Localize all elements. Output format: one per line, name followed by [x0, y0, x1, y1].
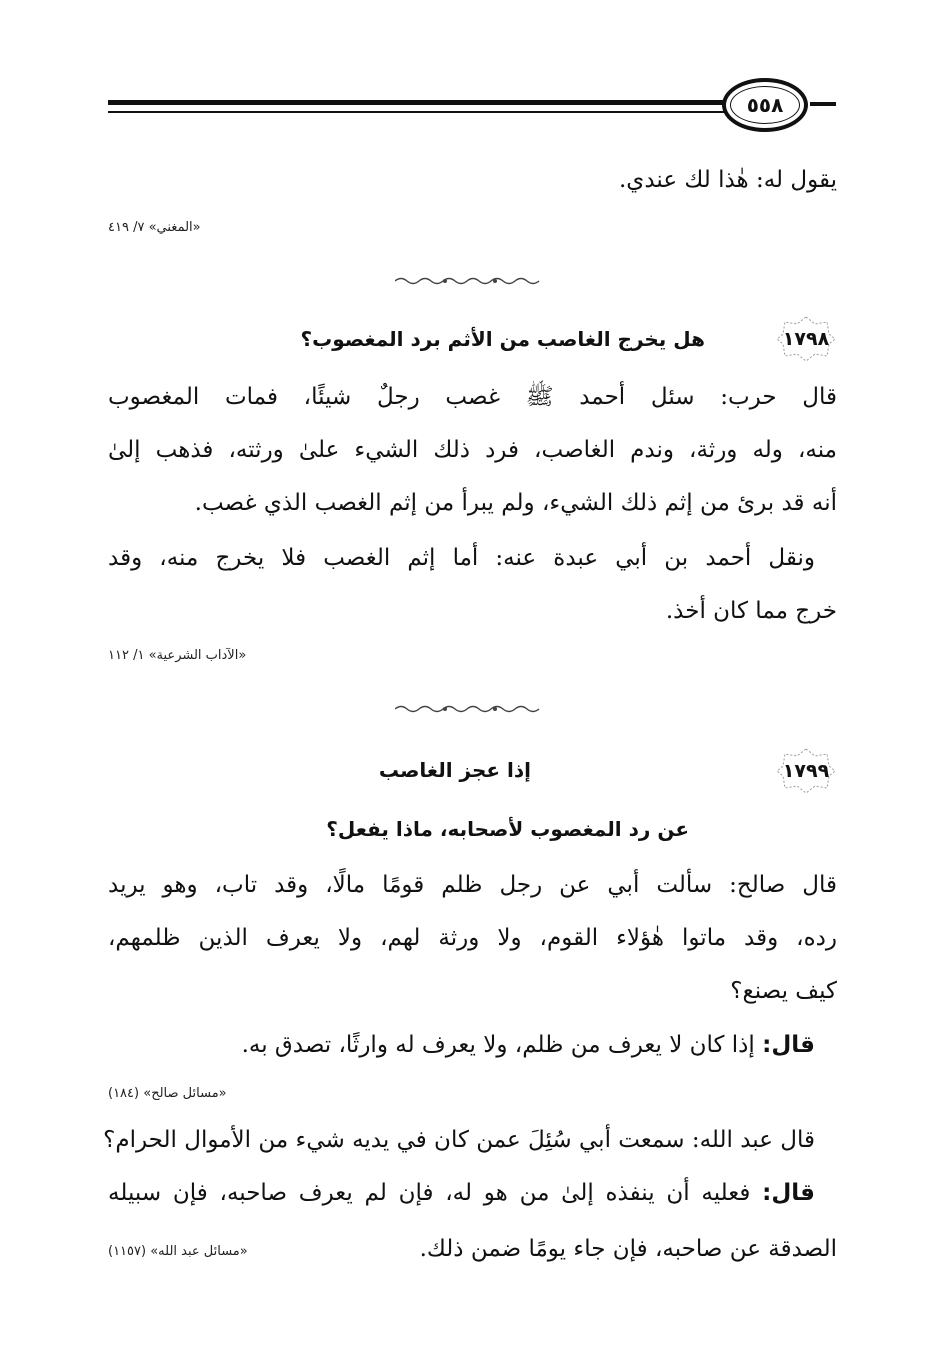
entry-number-badge	[775, 746, 837, 796]
paragraph-line: الصدقة عن صاحبه، فإن جاء يومًا ضمن ذلك.	[419, 1236, 837, 1262]
paragraph-line: قال عبد الله: سمعت أبي سُئِلَ عمن كان في يديه شيء من الأموال الحرام؟	[103, 1127, 815, 1153]
answer-text: إذا كان لا يعرف من ظلم، ولا يعرف له وارثًا، تصدق به.	[241, 1032, 755, 1058]
header-rule-thin	[108, 111, 726, 113]
page-number	[722, 78, 808, 132]
source-citation: «الآداب الشرعية» ١/ ١١٢	[108, 648, 247, 663]
paragraph-line: قال حرب: سئل أحمد ﷺ غصب رجلٌ شيئًا، فمات المغصوب	[108, 384, 837, 410]
intro-line: يقول له: هٰذا لك عندي.	[619, 167, 837, 193]
paragraph-line: كيف يصنع؟	[730, 978, 837, 1004]
paragraph-line: ونقل أحمد بن أبي عبدة عنه: أما إثم الغصب فلا يخرج منه، وقد	[108, 545, 815, 571]
entry-number-badge	[775, 314, 837, 364]
intro-citation: «المغني» ٧/ ٤١٩	[108, 220, 201, 235]
paragraph-line: رده، وقد ماتوا هٰؤلاء القوم، ولا ورثة لهم، ولا يعرف الذين ظلمهم،	[108, 925, 837, 951]
header-rule-tail	[810, 102, 836, 106]
header-rule	[108, 100, 726, 105]
page-number-text: ٥٥٨	[746, 93, 784, 117]
paragraph-line: منه، وله ورثة، وندم الغاصب، فرد ذلك الشيء علىٰ ورثته، فذهب إلىٰ	[108, 437, 837, 463]
entry-number: ١٧٩٩	[782, 760, 830, 782]
answer-text: فعليه أن ينفذه إلىٰ من هو له، فإن لم يعرف صاحبه، فإن سبيله	[108, 1180, 751, 1206]
paragraph-line: أنه قد برئ من إثم ذلك الشيء، ولم يبرأ من إثم الغصب الذي غصب.	[194, 490, 837, 516]
answer-line	[242, 1032, 815, 1060]
entry-title: هل يخرج الغاصب من الأثم برد المغصوب؟	[300, 327, 705, 351]
paragraph-line: خرج مما كان أخذ.	[665, 598, 837, 624]
answer-label: قال:	[762, 1032, 815, 1058]
entry-title: إذا عجز الغاصب	[378, 758, 531, 782]
source-citation: «مسائل عبد الله» (١١٥٧)	[108, 1244, 248, 1259]
answer-label: قال:	[762, 1180, 815, 1206]
entry-number: ١٧٩٨	[782, 328, 830, 350]
ornament-divider	[395, 276, 545, 286]
entry-subtitle: عن رد المغصوب لأصحابه، ماذا يفعل؟	[326, 817, 689, 841]
paragraph-line: قال صالح: سألت أبي عن رجل ظلم قومًا مالًا، وقد تاب، وهو يريد	[108, 872, 837, 898]
ornament-divider	[395, 704, 545, 714]
source-citation: «مسائل صالح» (١٨٤)	[108, 1086, 227, 1101]
answer-line	[108, 1180, 815, 1208]
